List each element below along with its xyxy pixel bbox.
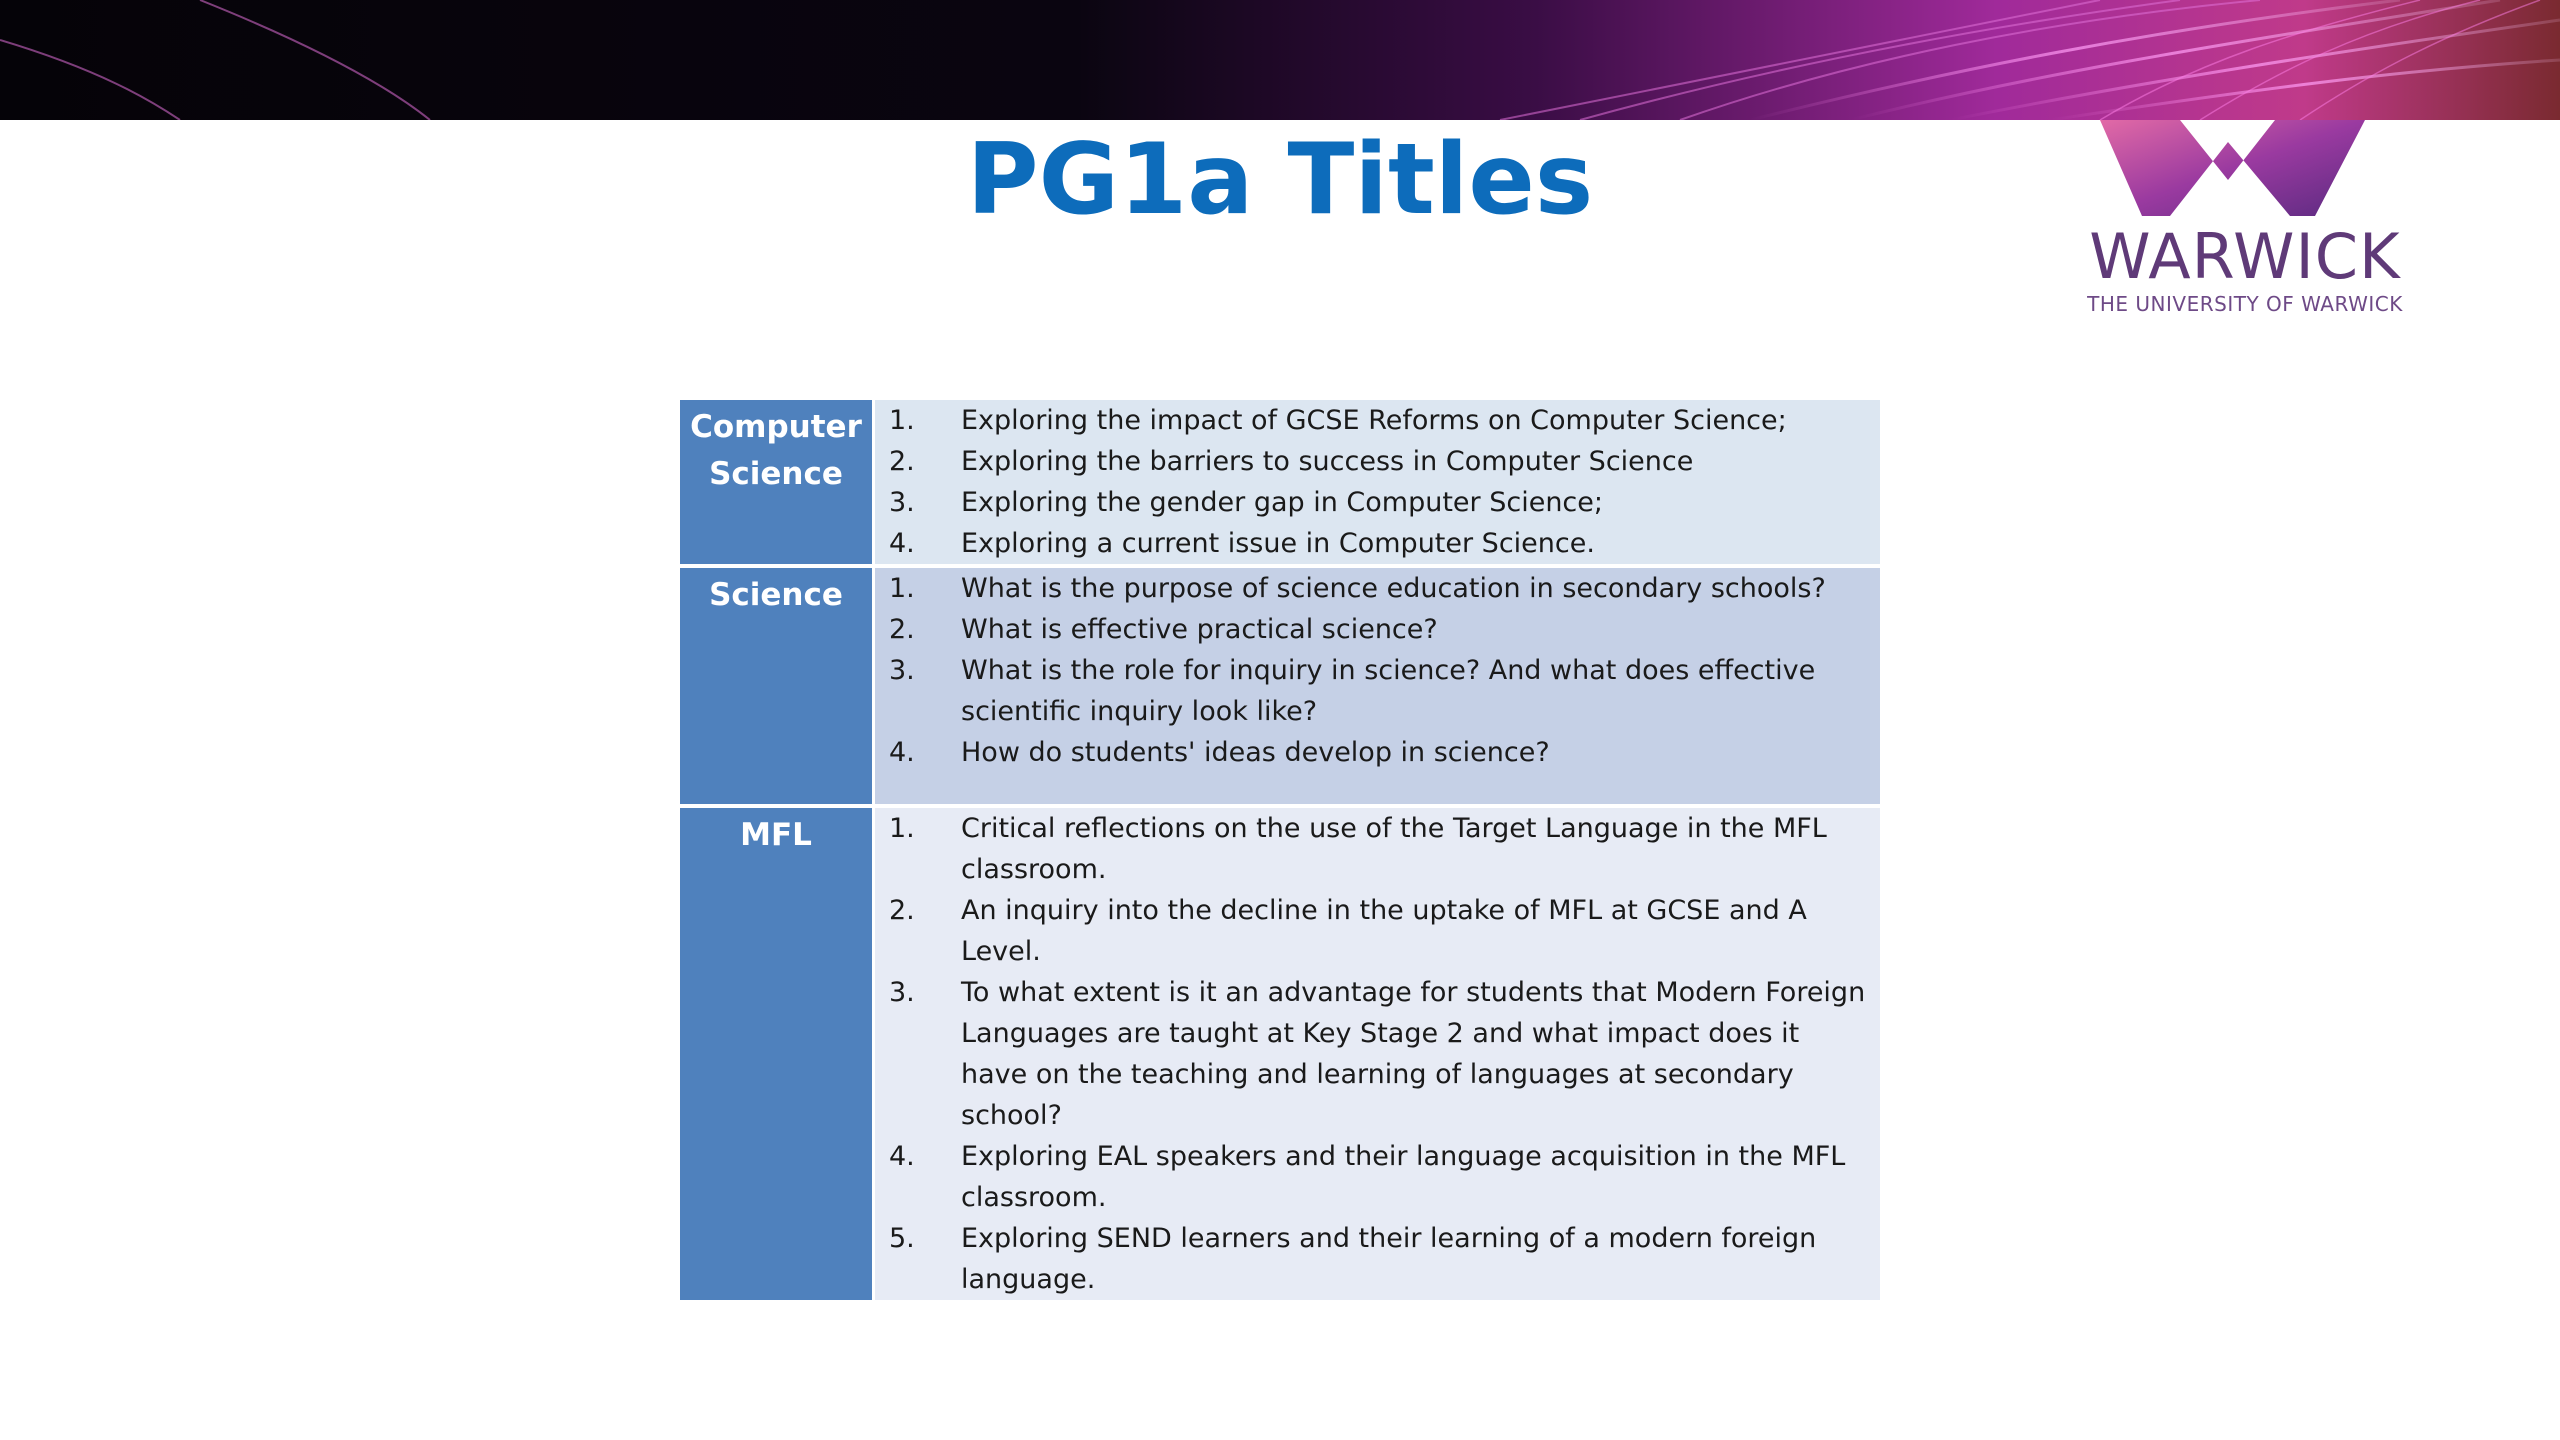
logo-wordmark: WARWICK <box>2089 220 2401 293</box>
item-text: Exploring the gender gap in Computer Science; <box>961 487 1603 518</box>
item-text: Exploring EAL speakers and their language acquisition in the MFL classroom. <box>961 1141 1846 1213</box>
topics-list <box>875 804 1880 1300</box>
header-banner <box>0 0 2560 120</box>
list-item <box>875 650 1880 732</box>
table-row <box>680 564 1880 804</box>
item-number: 3. <box>889 487 915 518</box>
list-item <box>875 441 1880 482</box>
item-text: Critical reflections on the use of the Target Language in the MFL classroom. <box>961 813 1827 885</box>
warwick-chevron-icon <box>2030 120 2450 230</box>
list-item <box>875 482 1880 523</box>
list-item <box>875 400 1880 441</box>
list-item <box>875 808 1880 890</box>
item-text: An inquiry into the decline in the uptake of MFL at GCSE and A Level. <box>961 895 1807 967</box>
list-item <box>875 1136 1880 1218</box>
list-item <box>875 568 1880 609</box>
item-number: 2. <box>889 614 915 645</box>
topics-table <box>680 400 1880 1300</box>
subject-cell: Science <box>680 564 875 804</box>
table-row <box>680 400 1880 564</box>
item-text: Exploring the barriers to success in Computer Science <box>961 446 1694 477</box>
slide-title: PG1a Titles <box>966 123 1594 237</box>
logo-subtitle: THE UNIVERSITY OF WARWICK <box>2087 292 2403 316</box>
university-logo <box>2030 120 2450 320</box>
topics-list <box>875 564 1880 804</box>
list-item <box>875 972 1880 1136</box>
item-text: What is effective practical science? <box>961 614 1438 645</box>
subject-cell: MFL <box>680 804 875 1300</box>
item-number: 2. <box>889 446 915 477</box>
list-item <box>875 890 1880 972</box>
list-item <box>875 523 1880 564</box>
table-row <box>680 804 1880 1300</box>
item-text: Exploring SEND learners and their learning of a modern foreign language. <box>961 1223 1817 1295</box>
item-number: 4. <box>889 737 915 768</box>
subject-cell: Computer Science <box>680 400 875 564</box>
topics-list <box>875 400 1880 564</box>
item-number: 4. <box>889 1141 915 1172</box>
item-text: Exploring the impact of GCSE Reforms on Computer Science; <box>961 405 1787 436</box>
item-text: What is the purpose of science education in secondary schools? <box>961 573 1826 604</box>
item-number: 3. <box>889 977 915 1008</box>
list-item <box>875 1218 1880 1300</box>
item-number: 3. <box>889 655 915 686</box>
item-text: How do students' ideas develop in science? <box>961 737 1550 768</box>
item-text: To what extent is it an advantage for students that Modern Foreign Languages are taught at Key Stage 2 and what impact does it have on the teaching and learning of languages at secondary school? <box>961 977 1866 1131</box>
item-number: 1. <box>889 405 915 436</box>
list-item <box>875 609 1880 650</box>
item-number: 4. <box>889 528 915 559</box>
item-number: 2. <box>889 895 915 926</box>
item-number: 1. <box>889 573 915 604</box>
banner-graphic <box>0 0 2560 120</box>
list-item <box>875 732 1880 773</box>
item-number: 1. <box>889 813 915 844</box>
item-text: What is the role for inquiry in science? And what does effective scientific inquiry look like? <box>961 655 1816 727</box>
item-text: Exploring a current issue in Computer Science. <box>961 528 1595 559</box>
item-number: 5. <box>889 1223 915 1254</box>
